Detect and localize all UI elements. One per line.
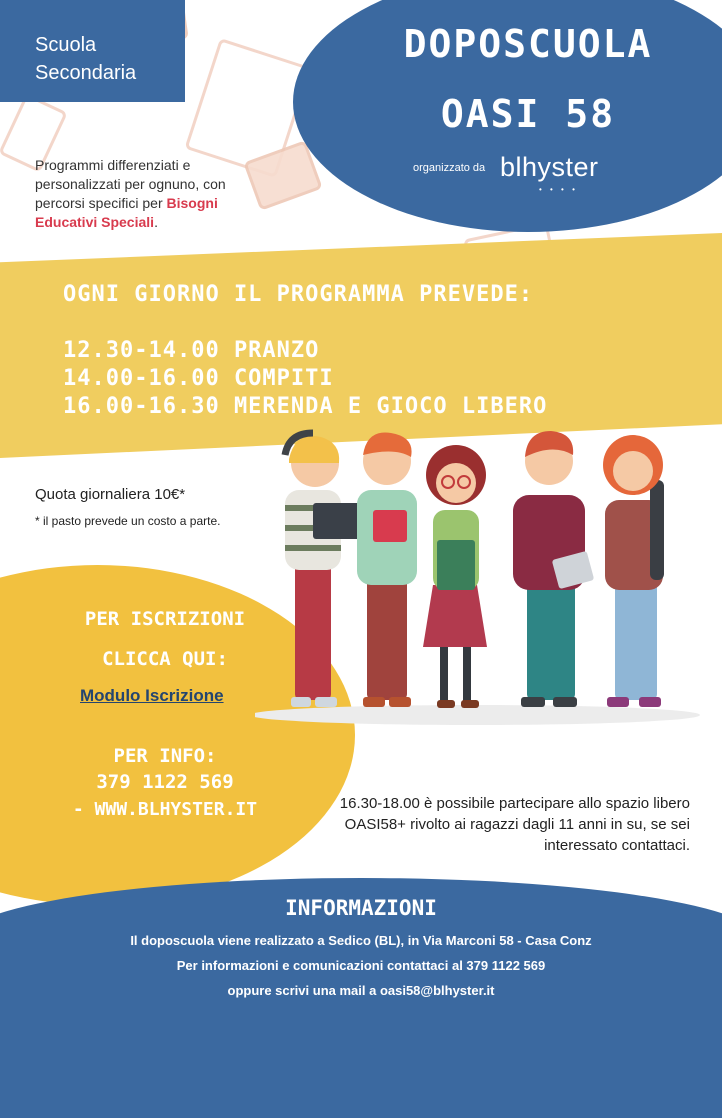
info-website: - WWW.BLHYSTER.IT — [72, 799, 258, 820]
fee-note: * il pasto prevede un costo a parte. — [35, 514, 221, 528]
students-illustration — [255, 425, 715, 730]
registration-line2: CLICCA QUI: — [102, 648, 228, 670]
student-figure — [513, 431, 594, 707]
intro-paragraph — [35, 156, 275, 232]
footer-line: Per informazioni e comunicazioni contattaci al 379 1122 569 — [176, 958, 546, 973]
info-label: PER INFO: — [113, 745, 217, 767]
intro-end: . — [154, 214, 158, 230]
registration-line1: PER ISCRIZIONI — [84, 608, 246, 630]
title-line1: DOPOSCUOLA — [403, 22, 653, 66]
registration-form-link[interactable]: Modulo Iscrizione — [80, 686, 224, 705]
brand-logo-dots: • • • • — [539, 185, 578, 194]
program-heading: OGNI GIORNO IL PROGRAMMA PREVEDE: — [63, 282, 534, 307]
student-figure — [357, 432, 417, 707]
footer-line: oppure scrivi una mail a oasi58@blhyster.it — [227, 983, 495, 998]
info-phone: 379 1122 569 — [96, 771, 234, 793]
footer-line: Il doposcuola viene realizzato a Sedico (BL), in Via Marconi 58 - Casa Conz — [130, 933, 592, 948]
school-level-line1: Scuola — [35, 34, 97, 56]
extra-info-paragraph: 16.30-18.00 è possibile partecipare allo spazio libero OASI58+ rivolto ai ragazzi dagli 11 anni in su, se sei interessato contattaci. — [339, 795, 690, 854]
brand-logo: blhyster — [500, 152, 599, 182]
title-line2: OASI 58 — [440, 92, 616, 136]
schedule-item: 12.30-14.00 PRANZO — [63, 338, 320, 363]
daily-fee: Quota giornaliera 10€* — [35, 486, 186, 503]
school-level-tab — [0, 0, 185, 102]
student-figure — [603, 435, 664, 707]
intro-text: Programmi differenziati e personalizzati per ognuno, con percorsi specifici per — [35, 157, 226, 211]
school-level-line2: Secondaria — [35, 62, 137, 84]
intro-highlight: Bisogni Educativi Speciali — [35, 195, 218, 230]
title-blob — [293, 0, 722, 232]
student-figure — [423, 445, 487, 708]
organized-by-label: organizzato da — [413, 162, 486, 174]
footer-title: INFORMAZIONI — [285, 896, 437, 920]
schedule-item: 16.00-16.30 MERENDA E GIOCO LIBERO — [63, 394, 548, 419]
student-figure — [285, 433, 365, 707]
schedule-item: 14.00-16.00 COMPITI — [63, 366, 334, 391]
